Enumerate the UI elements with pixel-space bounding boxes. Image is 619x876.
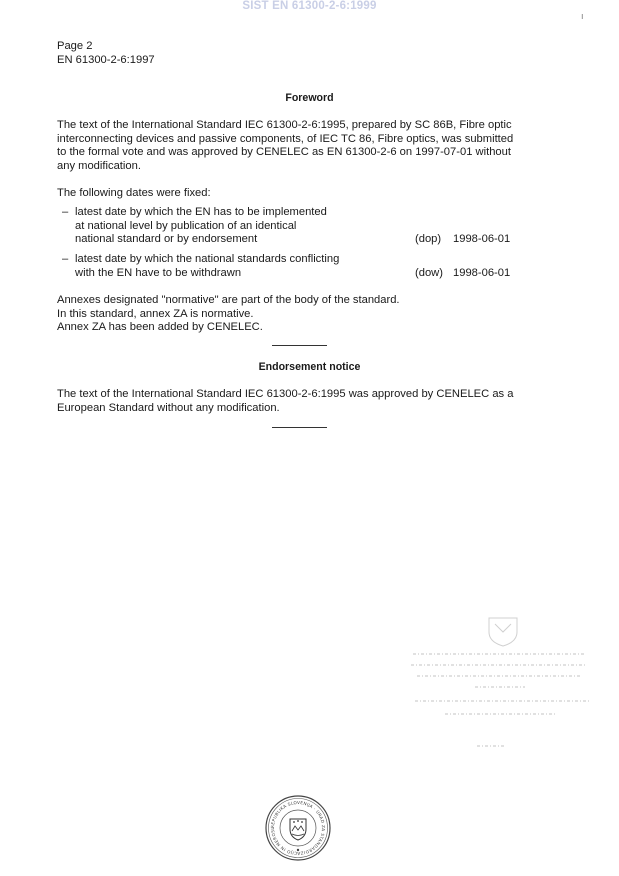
annex-line: In this standard, annex ZA is normative. [57,307,254,320]
svg-text:REPUBLIKA SLOVENIJA · URAD ZA: REPUBLIKA SLOVENIJA · URAD ZA STANDARDIZACIJO IN MEROSL [269,799,327,857]
date-item-text [75,253,415,280]
intro-line: to the formal vote and was approved by CENELEC as EN 61300-2-6 on 1997-07-01 without [57,146,511,159]
annex-line: Annex ZA has been added by CENELEC. [57,321,263,334]
document-id: EN 61300-2-6:1997 [57,53,155,66]
date-code-dop: (dop) [415,233,442,245]
page-number: Page 2 [57,40,93,52]
date-item-line: with the EN have to be withdrawn [75,266,242,279]
intro-line: The text of the International Standard IEC 61300-2-6:1995, prepared by SC 86B, Fibre optic [57,119,512,131]
date-value-dow: 1998-06-01 [453,267,511,279]
foreword-intro [57,119,557,173]
endorsement-line: European Standard without any modification. [57,401,280,414]
list-dash: – [62,253,69,265]
page-header [57,40,155,67]
intro-line: any modification. [57,159,141,172]
official-seal [263,793,333,863]
seal-icon [263,793,333,863]
section-divider [272,345,327,346]
list-dash: – [62,206,69,218]
endorsement-text [57,388,577,415]
dates-intro: The following dates were fixed: [57,187,211,199]
date-value-dop: 1998-06-01 [453,233,511,245]
date-item-text [75,206,415,247]
scan-mark: ı [581,11,584,21]
watermark: SIST EN 61300-2-6:1999 [242,0,377,12]
date-item-line: latest date by which the national standards conflicting [75,253,340,265]
annex-line: Annexes designated "normative" are part of the body of the standard. [57,294,400,306]
date-item-dow [62,253,532,281]
date-item-line: latest date by which the EN has to be implemented [75,206,327,218]
faint-stamp-icon [405,612,595,752]
section-divider [272,427,327,428]
date-item-line: at national level by publication of an identical [75,219,297,232]
endorsement-heading: Endorsement notice [258,361,361,373]
approval-stamp [405,612,595,752]
date-code-dow: (dow) [415,267,443,279]
foreword-heading: Foreword [285,92,334,104]
intro-line: interconnecting devices and passive components, of IEC TC 86, Fibre optics, was submitted [57,132,514,145]
date-item-dop [62,206,532,248]
endorsement-line: The text of the International Standard IEC 61300-2-6:1995 was approved by CENELEC as a [57,388,514,400]
date-item-line: national standard or by endorsement [75,233,258,246]
annex-notes [57,294,557,335]
